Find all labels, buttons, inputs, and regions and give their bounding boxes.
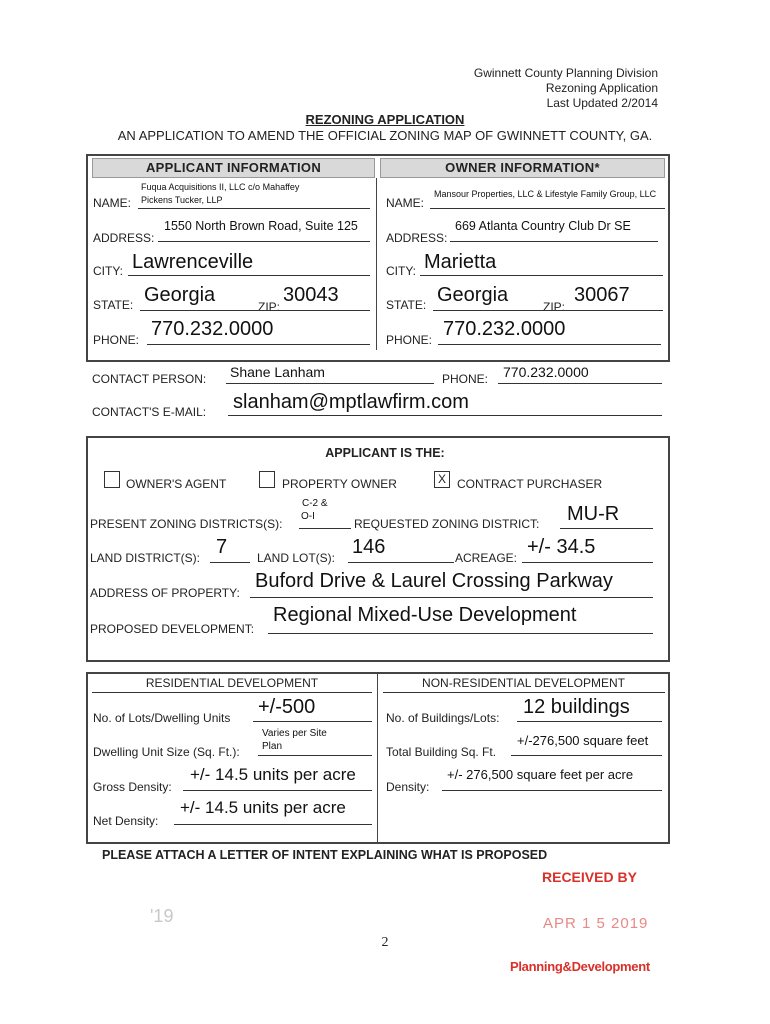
- applicant-city-line: [128, 275, 370, 276]
- owner-zip-label: ZIP:: [543, 300, 566, 314]
- applicant-zip-label: ZIP:: [258, 300, 281, 314]
- header-division: Gwinnett County Planning Division: [473, 66, 658, 80]
- residential-heading: RESIDENTIAL DEVELOPMENT: [145, 676, 319, 690]
- owner-address[interactable]: 669 Atlanta Country Club Dr SE: [455, 219, 631, 233]
- applicant-name-line: [138, 208, 370, 209]
- contact-phone-line: [498, 383, 662, 384]
- property-owner-label: PROPERTY OWNER: [282, 477, 397, 491]
- buildings-line: [517, 721, 662, 722]
- owner-state-label: STATE:: [386, 298, 427, 312]
- applicant-heading: APPLICANT INFORMATION: [92, 158, 375, 178]
- building-sqft-line: [511, 755, 662, 756]
- received-stamp: RECEIVED BY: [542, 869, 637, 885]
- contact-email[interactable]: slanham@mptlawfirm.com: [233, 391, 469, 413]
- owners-agent-label: OWNER'S AGENT: [126, 477, 227, 491]
- present-zoning-label: PRESENT ZONING DISTRICTS(S):: [90, 517, 283, 531]
- owner-phone[interactable]: 770.232.0000: [443, 318, 566, 340]
- owners-agent-checkbox[interactable]: [104, 471, 120, 488]
- nonres-density-line: [442, 790, 662, 791]
- building-sqft[interactable]: +/-276,500 square feet: [517, 733, 649, 748]
- owner-zip[interactable]: 30067: [574, 284, 630, 306]
- applicant-state[interactable]: Georgia: [144, 284, 216, 306]
- contract-purchaser-label: CONTRACT PURCHASER: [457, 477, 603, 491]
- applicant-is-heading: APPLICANT IS THE:: [325, 446, 445, 460]
- land-district-line: [210, 562, 250, 563]
- received-date-stamp: APR 1 5 2019: [543, 915, 649, 932]
- residential-lots-label: No. of Lots/Dwelling Units: [93, 711, 231, 725]
- present-zoning-line: [299, 528, 351, 529]
- nonresidential-heading-line: [383, 692, 665, 693]
- requested-zoning-label: REQUESTED ZONING DISTRICT:: [354, 517, 540, 531]
- gross-density-label: Gross Density:: [93, 780, 172, 794]
- applicant-zip[interactable]: 30043: [283, 284, 339, 306]
- contact-email-label: CONTACT'S E-MAIL:: [92, 405, 207, 419]
- applicant-name-line1[interactable]: Fuqua Acquisitions II, LLC c/o Mahaffey: [141, 182, 300, 192]
- contact-email-line: [228, 415, 662, 416]
- property-address-line: [250, 597, 653, 598]
- applicant-phone-label: PHONE:: [93, 333, 140, 347]
- residential-heading-line: [92, 692, 372, 693]
- present-zoning-line1[interactable]: C-2 &: [302, 498, 328, 509]
- owner-city-label: CITY:: [386, 264, 417, 278]
- requested-zoning-line: [560, 528, 653, 529]
- applicant-address-label: ADDRESS:: [93, 231, 155, 245]
- owner-city[interactable]: Marietta: [424, 251, 497, 273]
- applicant-phone-line: [147, 344, 370, 345]
- owner-state-line: [433, 310, 663, 311]
- dwelling-size-label: Dwelling Unit Size (Sq. Ft.):: [93, 745, 240, 759]
- form-subtitle: AN APPLICATION TO AMEND THE OFFICIAL ZONING MAP OF GWINNETT COUNTY, GA.: [117, 128, 653, 143]
- land-district-label: LAND DISTRICT(S):: [90, 551, 201, 565]
- residential-lots-line: [253, 721, 372, 722]
- dwelling-size-line1[interactable]: Varies per Site: [262, 728, 327, 739]
- applicant-address-line: [158, 241, 370, 242]
- proposed-development-line: [268, 633, 653, 634]
- owner-phone-label: PHONE:: [386, 333, 433, 347]
- property-address-label: ADDRESS OF PROPERTY:: [90, 586, 240, 600]
- acreage-label: ACREAGE:: [455, 551, 518, 565]
- land-lot[interactable]: 146: [352, 536, 386, 558]
- owner-city-line: [420, 275, 663, 276]
- applicant-state-line: [140, 310, 370, 311]
- acreage[interactable]: +/- 34.5: [527, 536, 596, 558]
- requested-zoning[interactable]: MU-R: [567, 503, 620, 525]
- buildings[interactable]: 12 buildings: [523, 696, 630, 718]
- applicant-city-label: CITY:: [93, 264, 124, 278]
- owner-address-label: ADDRESS:: [386, 231, 448, 245]
- present-zoning-line2[interactable]: O-I: [301, 511, 315, 522]
- dwelling-size-line2[interactable]: Plan: [262, 741, 283, 752]
- land-lot-label: LAND LOT(S):: [257, 551, 336, 565]
- property-address[interactable]: Buford Drive & Laurel Crossing Parkway: [255, 570, 613, 592]
- contact-person-label: CONTACT PERSON:: [92, 372, 207, 386]
- owner-name[interactable]: Mansour Properties, LLC & Lifestyle Family Group, LLC: [434, 189, 657, 199]
- net-density[interactable]: +/- 14.5 units per acre: [180, 798, 346, 817]
- planning-development-stamp: Planning&Development: [510, 959, 650, 974]
- nonres-density-label: Density:: [386, 780, 430, 794]
- gross-density-line: [183, 790, 372, 791]
- proposed-development-label: PROPOSED DEVELOPMENT:: [90, 622, 255, 636]
- applicant-phone[interactable]: 770.232.0000: [151, 318, 274, 340]
- owner-heading: OWNER INFORMATION*: [380, 158, 665, 178]
- development-divider: [377, 674, 378, 842]
- owner-name-line: [430, 208, 665, 209]
- net-density-line: [174, 824, 372, 825]
- applicant-state-label: STATE:: [93, 298, 134, 312]
- net-density-label: Net Density:: [93, 814, 159, 828]
- owner-state[interactable]: Georgia: [437, 284, 509, 306]
- gross-density[interactable]: +/- 14.5 units per acre: [190, 765, 356, 784]
- contact-person[interactable]: Shane Lanham: [230, 364, 325, 380]
- contract-purchaser-checkbox[interactable]: X: [434, 471, 450, 488]
- owner-name-label: NAME:: [386, 196, 425, 210]
- property-owner-checkbox[interactable]: [259, 471, 275, 488]
- contact-phone-label: PHONE:: [442, 372, 489, 386]
- nonresidential-heading: NON-RESIDENTIAL DEVELOPMENT: [422, 676, 625, 690]
- header-doc-type: Rezoning Application: [545, 81, 658, 95]
- letter-of-intent-notice: PLEASE ATTACH A LETTER OF INTENT EXPLAINING WHAT IS PROPOSED: [102, 848, 548, 862]
- land-district[interactable]: 7: [216, 536, 228, 558]
- owner-phone-line: [438, 344, 661, 345]
- page-number: 2: [381, 935, 389, 950]
- applicant-name-label: NAME:: [93, 196, 132, 210]
- residential-lots[interactable]: +/-500: [258, 696, 316, 718]
- applicant-address[interactable]: 1550 North Brown Road, Suite 125: [164, 219, 358, 233]
- contact-person-line: [226, 383, 434, 384]
- form-title: REZONING APPLICATION: [305, 112, 465, 127]
- owner-address-line: [450, 241, 658, 242]
- buildings-label: No. of Buildings/Lots:: [386, 711, 500, 725]
- header-updated: Last Updated 2/2014: [546, 96, 658, 110]
- contact-phone[interactable]: 770.232.0000: [503, 364, 589, 380]
- nonres-density[interactable]: +/- 276,500 square feet per acre: [447, 767, 634, 782]
- acreage-line: [522, 562, 653, 563]
- applicant-city[interactable]: Lawrenceville: [132, 251, 254, 273]
- land-lot-line: [348, 562, 454, 563]
- proposed-development[interactable]: Regional Mixed-Use Development: [273, 604, 577, 626]
- section-divider: [376, 178, 377, 350]
- faint-date-mark: '19: [150, 906, 174, 926]
- dwelling-size-line: [258, 755, 372, 756]
- applicant-name-line2[interactable]: Pickens Tucker, LLP: [141, 195, 223, 205]
- building-sqft-label: Total Building Sq. Ft.: [386, 745, 497, 759]
